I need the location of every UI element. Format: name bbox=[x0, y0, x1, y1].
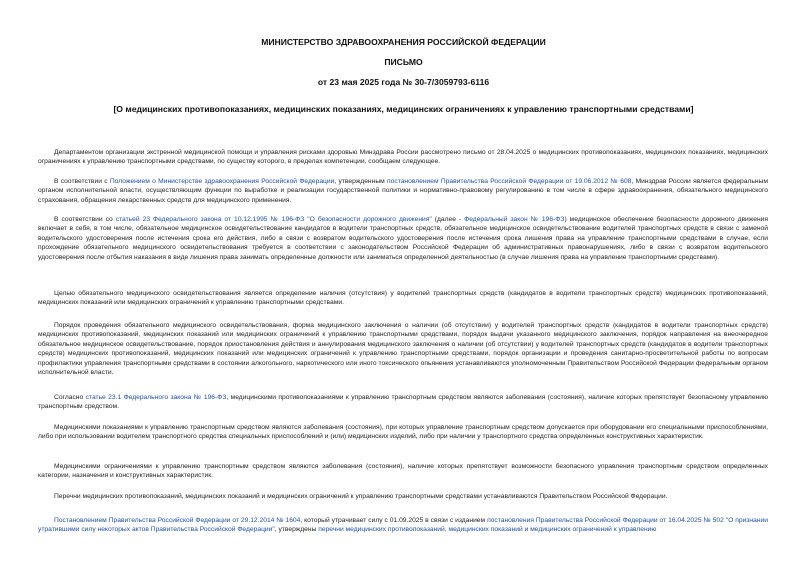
paragraph-6-text-a: Согласно bbox=[54, 394, 86, 401]
paragraph-3-text-a: В соответствии со bbox=[54, 216, 116, 223]
paragraph-4 bbox=[38, 289, 768, 308]
paragraph-5 bbox=[38, 321, 768, 377]
document-date-number: от 23 мая 2025 года № 30-7/3059793-6116 bbox=[317, 77, 490, 87]
paragraph-7-text: Медицинскими показаниями к управлению транспортным средством являются заболевания (состояния), при которых управление транспортным средством допускается при оборудовании его специальными приспособлениями, либо при использовании водителем транспортного средства специальных приспособлений и (или) медицинских изделий, либо при наличии у транспортного средства определенных конструктивных характеристик. bbox=[38, 424, 768, 441]
paragraph-3-text-b: (далее - bbox=[431, 216, 465, 223]
link-regulation-ministry[interactable]: Положением о Министерстве здравоохранения Российской Федерации bbox=[109, 178, 335, 185]
link-law-196[interactable]: Федеральный закон № 196-ФЗ bbox=[464, 216, 565, 223]
paragraph-1-text: Департаментом организации экстренной медицинской помощи и управления рисками здоровью Минздрава России рассмотрено письмо от 28.04.2025 о медицинских противопоказаниях, медицинских показаниях, медицинских ограничениях к управлению транспортными средствами, по существу которого, в пределах компетенции, сообщаем следующее. bbox=[38, 149, 768, 166]
paragraph-3 bbox=[38, 215, 768, 262]
paragraph-9 bbox=[38, 492, 768, 501]
paragraph-1 bbox=[38, 148, 768, 167]
paragraph-3-text-c: ) медицинское обеспечение безопасности дорожного движения включает в себя, в том числе, обязательное медицинское освидетельствование кандидатов в водители транспортных средств, обязательное медицинское освидетельствование водителей транспортных средств в связи с заменой водительского удостоверения после истечения срока его действия, либо в связи с возвратом водительского удостоверения после истечения срока лишения права на управление транспортными средствами в случае, если прохождение обязательного медицинского освидетельствования требуется в соответствии с законодательством Российской Федерации об административных правонарушениях, либо в связи с возвратом водительского удостоверения после отбытия наказания в виде лишения права занимать определенные должности или заниматься определенной деятельностью (в случае лишения права на управление транспортными средствами). bbox=[38, 216, 769, 261]
paragraph-2 bbox=[38, 177, 768, 205]
paragraph-5-text: Порядок проведения обязательного медицинского освидетельствования, форма медицинского заключения о наличии (об отсутствии) у водителей транспортных средств (кандидатов в водители транспортных средств) медицинских противопоказаний, медицинских показаний или медицинских ограничений к управлению транспортными средствами, порядок выдачи указанного медицинского заключения, порядок направления на внеочередное обязательное медицинское освидетельствование, порядок приостановления действия и аннулирования медицинского заключения о наличии (об отсутствии) у водителей транспортных средств (кандидатов в водители транспортных средств) медицинских противопоказаний, медицинских показаний или медицинских ограничений к управлению транспортными средствами, порядок организации и проведения санитарно-просветительной работы по вопросам профилактики управления транспортными средствами в состоянии алкогольного, наркотического или иного токсического опьянения устанавливаются уполномоченным Правительством Российской Федерации федеральным органом исполнительной власти. bbox=[38, 322, 768, 377]
link-article-23-1-law-196[interactable]: статье 23.1 Федерального закона № 196-ФЗ bbox=[85, 394, 227, 401]
paragraph-2-text-b: , утвержденным bbox=[334, 178, 388, 185]
paragraph-6-text-b: , медицинскими противопоказаниями к управлению транспортным средством являются заболевания (состояния), наличие которых препятствует безопасному управлению транспортным средством. bbox=[38, 394, 768, 411]
paragraph-10 bbox=[38, 516, 768, 535]
paragraph-8 bbox=[38, 462, 768, 481]
paragraph-10-text-b: , утверждены bbox=[274, 526, 319, 534]
document-subject: [О медицинских противопоказаниях, медицинских показаниях, медицинских ограничениях к управлению транспортными средствами] bbox=[113, 104, 694, 114]
paragraph-2-text-c: , Минздрав России является федеральным органом исполнительной власти, осуществляющим функции по выработке и реализации государственной политики и нормативно-правовому регулированию в том числе в сфере здравоохранения, обязательного медицинского страхования, обращения лекарственных средств для медицинского применения. bbox=[38, 178, 768, 204]
paragraph-4-text: Целью обязательного медицинского освидетельствования является определение наличия (отсутствия) у водителей транспортных средств (кандидатов в водители транспортных средств) медицинских противопоказаний, медицинских показаний или медицинских ограничений к управлению транспортными средствами. bbox=[38, 290, 768, 307]
paragraph-9-text: Перечни медицинских противопоказаний, медицинских показаний и медицинских ограничений к управлению транспортными средствами устанавливаются Правительством Российской Федерации. bbox=[54, 493, 668, 500]
link-resolution-502[interactable]: постановления Правительства Российской Федерации от 16.04.2025 № 502 "О признании утратившими силу некоторых актов Правительства Российской Федерации" bbox=[38, 517, 768, 534]
paragraph-2-text-a: В соответствии с bbox=[54, 178, 110, 185]
link-resolution-1604[interactable]: Постановлением Правительства Российской Федерации от 29.12.2014 № 1604 bbox=[54, 517, 301, 524]
paragraph-10-text-a: , который утрачивает силу с 01.09.2025 в связи с изданием bbox=[300, 517, 488, 524]
link-resolution-608[interactable]: постановлением Правительства Российской Федерации от 19.06.2012 № 608 bbox=[387, 178, 632, 185]
link-medical-lists[interactable]: перечни медицинских противопоказаний, медицинских показаний и медицинских ограничений к управлению bbox=[318, 526, 657, 534]
paragraph-6 bbox=[38, 393, 768, 412]
paragraph-8-text: Медицинскими ограничениями к управлению транспортным средством являются заболевания (состояния), наличие которых препятствует возможности безопасного управления транспортным средством определенных категории, назначения и конструктивных характеристик. bbox=[38, 463, 768, 480]
document-type: ПИСЬМО bbox=[384, 57, 423, 67]
ministry-heading: МИНИСТЕРСТВО ЗДРАВООХРАНЕНИЯ РОССИЙСКОЙ ФЕДЕРАЦИИ bbox=[261, 37, 546, 47]
paragraph-7 bbox=[38, 423, 768, 442]
link-article-23-law-196[interactable]: статьей 23 Федерального закона от 10.12.1995 № 196-ФЗ "О безопасности дорожного движения" bbox=[115, 216, 432, 223]
